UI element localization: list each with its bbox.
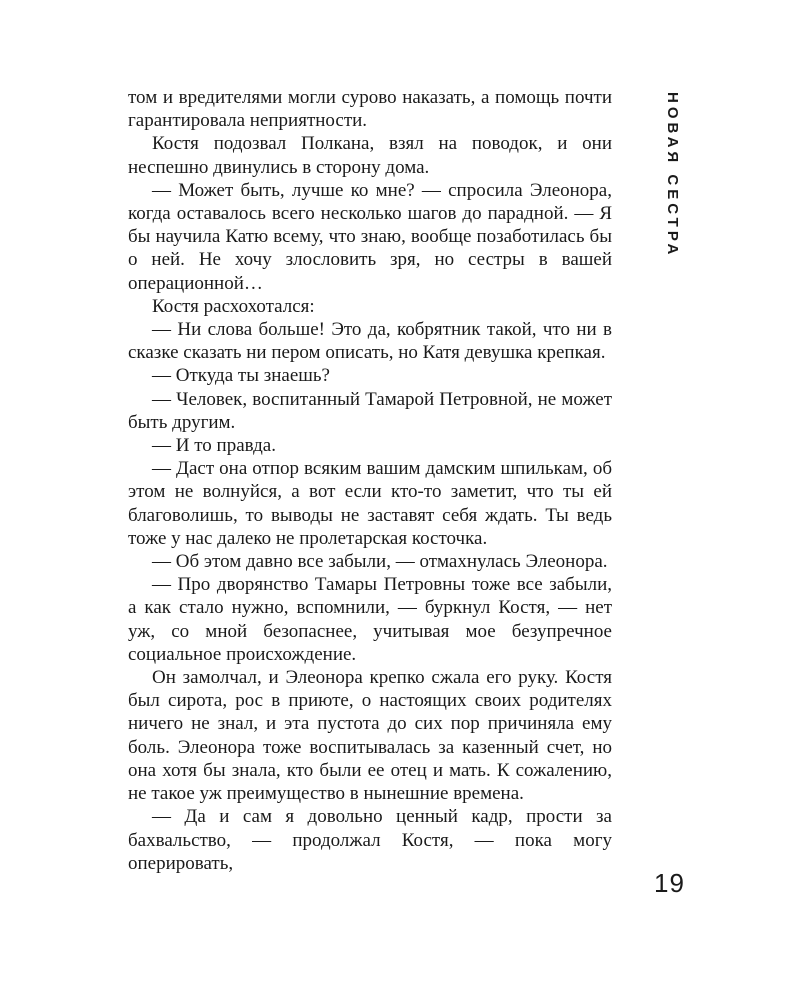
paragraph: — Может быть, лучше ко мне? — спросила Элеонора, когда оставалось всего несколько шагов до парадной. — Я бы научила Катю всему, что знаю, вообще позаботилась бы о ней. Не хочу злословить зря, но сестры в вашей операционной… bbox=[128, 179, 612, 294]
paragraph: — Человек, воспитанный Тамарой Петровной, не может быть другим. bbox=[128, 388, 612, 433]
running-head: НОВАЯ СЕСТРА bbox=[664, 92, 681, 259]
paragraph: Он замолчал, и Элеонора крепко сжала его руку. Костя был сирота, рос в приюте, о настоящих своих родителях ничего не знал, и эта пустота до сих пор причиняла ему боль. Элеонора тоже воспитывалась за казенный счет, но она хотя бы знала, кто были ее отец и мать. К сожалению, не такое уж преимущество в нынешние времена. bbox=[128, 667, 612, 805]
paragraph: — И то правда. bbox=[152, 435, 276, 457]
paragraph: — Про дворянство Тамары Петровны тоже все забыли, а как стало нужно, вспомнили, — буркнул Костя, — нет уж, со мной безопаснее, учитывая мое безупречное социальное происхождение. bbox=[128, 574, 612, 665]
paragraph: том и вредителями могли сурово наказать, а помощь почти гарантировала неприятности. bbox=[128, 87, 612, 132]
paragraph: Костя расхохотался: bbox=[152, 295, 315, 317]
body-text bbox=[128, 86, 612, 875]
paragraph: — Откуда ты знаешь? bbox=[152, 365, 330, 387]
paragraph: — Даст она отпор всяким вашим дамским шпилькам, об этом не волнуйся, а вот если кто-то заметит, что ты ей благоволишь, то выводы не заставят себя ждать. Ты ведь тоже у нас далеко не пролетарская косточка. bbox=[128, 458, 612, 549]
page-number: 19 bbox=[654, 868, 685, 898]
paragraph: Костя подозвал Полкана, взял на поводок, и они неспешно двинулись в сторону дома. bbox=[128, 133, 612, 178]
paragraph: — Да и сам я довольно ценный кадр, прости за бахвальство, — продолжал Костя, — пока могу оперировать, bbox=[128, 806, 612, 874]
paragraph: — Об этом давно все забыли, — отмахнулась Элеонора. bbox=[152, 551, 608, 573]
paragraph: — Ни слова больше! Это да, кобрятник такой, что ни в сказке сказать ни пером описать, но Катя девушка крепкая. bbox=[128, 319, 612, 364]
